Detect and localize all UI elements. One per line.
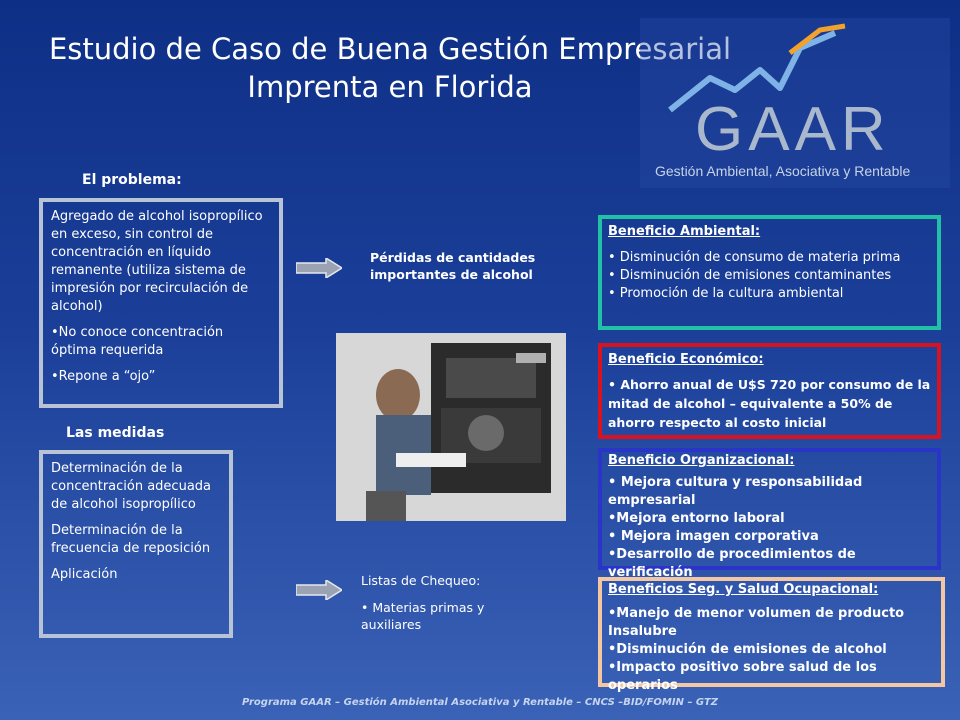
problem-item: •No conoce concentración óptima requerida bbox=[51, 325, 224, 358]
benefit-item: • Ahorro anual de U$S 720 por consumo de la mitad de alcohol – equivalente a 50% de ahorro respecto al costo inicial bbox=[608, 377, 931, 430]
benefit-item: • Mejora imagen corporativa bbox=[608, 529, 819, 544]
benefit-organizacional-title: Beneficio Organizacional: bbox=[608, 453, 795, 468]
title-line-1: Estudio de Caso de Buena Gestión Empresarial bbox=[48, 32, 732, 66]
problem-box bbox=[39, 198, 283, 408]
benefit-item: • Disminución de emisiones contaminantes bbox=[608, 268, 892, 283]
measures-label: Las medidas bbox=[66, 425, 165, 441]
benefit-item: •Disminución de emisiones de alcohol bbox=[608, 642, 887, 657]
benefit-economico-box bbox=[598, 343, 941, 439]
benefit-economico-title: Beneficio Económico: bbox=[608, 352, 764, 367]
checklist-item: • Materias primas y auxiliares bbox=[361, 600, 485, 632]
benefit-item: • Promoción de la cultura ambiental bbox=[608, 286, 844, 301]
benefit-ambiental-box bbox=[598, 215, 941, 330]
footer: Programa GAAR – Gestión Ambiental Asociativa y Rentable – CNCS –BID/FOMIN – GTZ bbox=[241, 697, 719, 708]
checklist-title: Listas de Chequeo: bbox=[361, 573, 481, 588]
slide-title bbox=[40, 30, 740, 106]
problem-result: Pérdidas de cantidades importantes de alcohol bbox=[370, 250, 536, 282]
printing-press-photo bbox=[336, 333, 566, 521]
benefit-item: •Impacto positivo sobre salud de los operarios bbox=[608, 660, 877, 693]
benefit-ambiental-title: Beneficio Ambiental: bbox=[608, 224, 761, 239]
logo-name: GAAR bbox=[695, 95, 891, 164]
problem-item: Agregado de alcohol isopropílico en exceso, sin control de concentración en líquido remanente (utiliza sistema de impresión por recirculación de alcohol) bbox=[51, 209, 263, 314]
benefit-item: •Manejo de menor volumen de producto Insalubre bbox=[608, 606, 905, 639]
measures-item: Determinación de la concentración adecuada de alcohol isopropílico bbox=[51, 461, 212, 512]
benefit-organizacional-box bbox=[598, 448, 941, 580]
benefit-item: •Mejora entorno laboral bbox=[608, 511, 785, 526]
measures-item: Determinación de la frecuencia de reposición bbox=[51, 523, 211, 556]
benefit-item: • Disminución de consumo de materia prima bbox=[608, 250, 901, 265]
benefit-seguridad-title: Beneficios Seg. y Salud Ocupacional: bbox=[608, 582, 879, 597]
measures-item: Aplicación bbox=[51, 567, 118, 582]
measures-box bbox=[39, 450, 233, 638]
problem-label: El problema: bbox=[82, 172, 182, 188]
title-line-2: Imprenta en Florida bbox=[247, 70, 533, 104]
benefit-item: • Mejora cultura y responsabilidad empresarial bbox=[608, 475, 863, 508]
arrow-right-icon bbox=[296, 580, 342, 600]
logo-tagline: Gestión Ambiental, Asociativa y Rentable bbox=[655, 163, 911, 179]
gaar-logo bbox=[640, 18, 950, 188]
problem-item: •Repone a “ojo” bbox=[51, 369, 156, 384]
checklist bbox=[361, 572, 531, 633]
arrow-right-icon bbox=[296, 258, 342, 278]
benefit-seguridad-box bbox=[598, 577, 945, 693]
benefit-item: •Desarrollo de procedimientos de verificación bbox=[608, 547, 856, 580]
